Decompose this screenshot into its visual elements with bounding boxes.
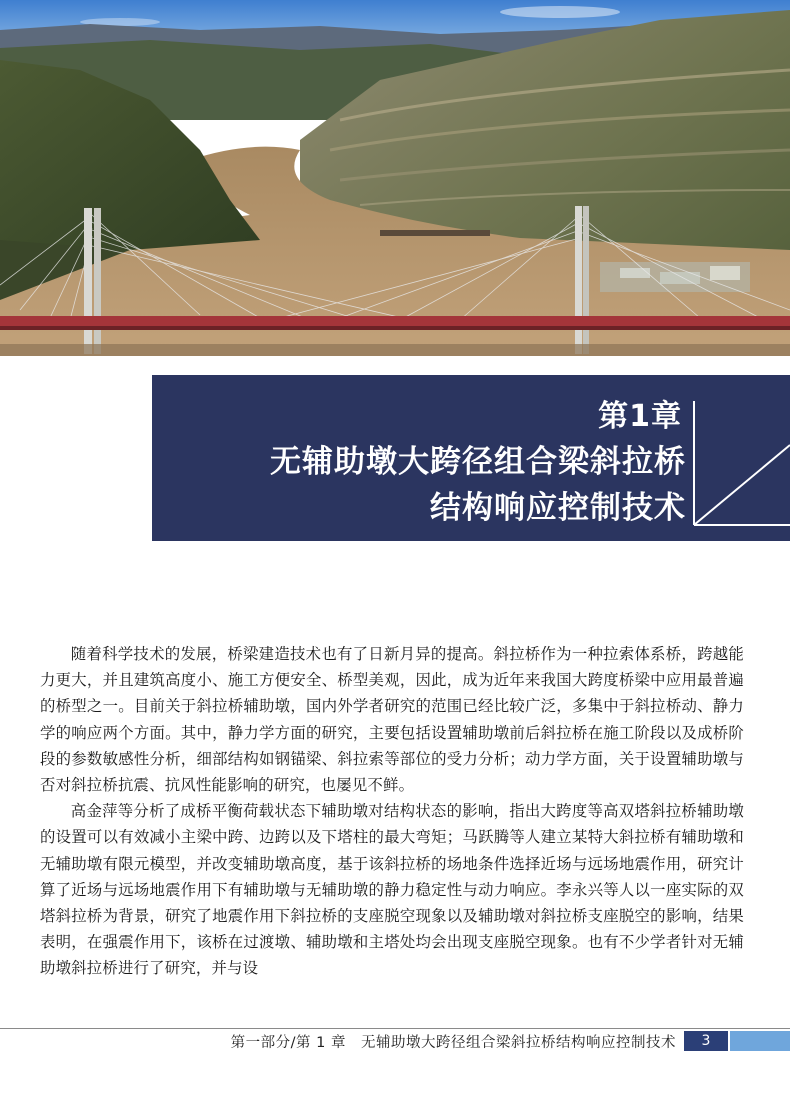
bridge-canyon-photo: [0, 0, 790, 356]
chapter-title: [270, 439, 686, 531]
body-text: [40, 641, 744, 982]
paragraph: 高金萍等分析了成桥平衡荷载状态下辅助墩对结构状态的影响，指出大跨度等高双塔斜拉桥辅助墩的设置可以有效减小主梁中跨、边跨以及下塔柱的最大弯矩；马跃腾等人建立某特大斜拉桥有辅助墩和无辅助墩有限元模型，并改变辅助墩高度，基于该斜拉桥的场地条件选择近场与远场地震作用，研究计算了近场与远场地震作用下有辅助墩与无辅助墩的静力稳定性与动力响应。李永兴等人以一座实际的双塔斜拉桥为背景，研究了地震作用下斜拉桥的支座脱空现象以及辅助墩对斜拉桥支座脱空的影响，结果表明，在强震作用下，该桥在过渡墩、辅助墩和主塔处均会出现支座脱空现象。也有不少学者针对无辅助墩斜拉桥进行了研究，并与设: [40, 802, 744, 978]
chapter-banner: [152, 375, 790, 541]
banner-corner-decoration: [690, 375, 790, 541]
page-edge-tab: [730, 1031, 790, 1051]
chapter-title-line-1: 无辅助墩大跨径组合梁斜拉桥: [270, 444, 686, 480]
paragraph: 随着科学技术的发展，桥梁建造技术也有了日新月异的提高。斜拉桥作为一种拉索体系桥，跨越能力更大，并且建筑高度小、施工方便安全、桥型美观，因此，成为近年来我国大跨度桥梁中应用最普遍的桥型之一。目前关于斜拉桥辅助墩，国内外学者研究的范围已经比较广泛，多集中于斜拉桥动、静力学的响应两个方面。其中，静力学方面的研究，主要包括设置辅助墩前后斜拉桥在施工阶段以及成桥阶段的参数敏感性分析，细部结构如钢锚梁、斜拉索等部位的受力分析；动力学方面，关于设置辅助墩与否对斜拉桥抗震、抗风性能影响的研究，也屡见不鲜。: [40, 645, 744, 795]
footer-rule: [0, 1028, 790, 1029]
page-number: 3: [684, 1031, 728, 1051]
chapter-number: 第1章: [598, 399, 682, 434]
running-head: 第一部分/第 1 章 无辅助墩大跨径组合梁斜拉桥结构响应控制技术: [230, 1035, 676, 1051]
chapter-title-line-2: 结构响应控制技术: [430, 490, 686, 526]
